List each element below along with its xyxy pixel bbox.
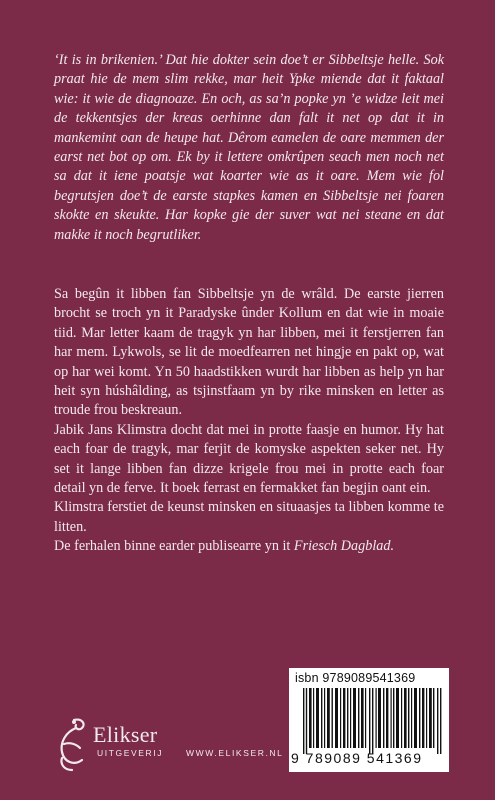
paragraph-2: Jabik Jans Klimstra docht dat mei in protte faasje en humor. Hy hat each foar de tragyk, mar ferjit de komyske aspekten seker net. Hy set it lange libben fan dizze krigele frou mei in protte each foar detail yn de ferve. It boek ferrast en fermakket fan begjin oant ein. [54,421,444,497]
paragraph-3: Klimstra ferstiet de keunst minsken en situaasjes ta libben komme te litten. [54,499,444,535]
publisher-subtitle: UITGEVERIJ [97,748,164,758]
paragraph-4-lead: De ferhalen binne earder publisearre yn it [54,538,294,555]
paragraph-1: Sa begûn it libben fan Sibbeltsje yn de wrâld. De earste jierren brocht se troch yn it Paradyske ûnder Kollum en dat wie in moaie tiid. Mar letter kaam de tragyk yn har libben, mei it ferstjerren fan har mem. Lykwols, se lit de moedfearren net hingje en pakt op, wat op har wei komt. Yn 50 haadstikken wurdt har libben as help yn har heit syn húshâlding, as tsjinstfaam yn by rike minsken en letter as troude frou beskreaun. [54,286,444,419]
isbn-label: isbn 9789089541369 [295,671,416,685]
barcode-bars [303,688,443,754]
elikser-logo-icon [52,714,92,774]
description-body [54,285,444,557]
italic-quote: ‘It is in brikenien.’ Dat hie dokter sein doe’t er Sibbeltsje helle. Sok praat hie de mem slim rekke, mar heit Ypke miende dat it faktaal wie: it wie de diagnoaze. En och, as sa’n popke yn ’e widze leit mei de tekkentsjes der kreas oerhinne dan falt it net op dat it in mankemint oan de heupe hat. Dêrom eamelen de oare memmen der earst net bot op om. Ek by it lettere omkrûpen seach men noch net sa dat it iene poatsje wat koarter wie as it oare. Mem wie fol begrutsjen doe’t de earste stapkes kamen en Sibbeltsje nei foaren skokte en skeukte. Har kopke gie der suver wat nei steane en dat makke it noch begrutliker. [54,52,444,243]
publisher-website[interactable]: WWW.ELIKSER.NL [186,748,284,758]
paragraph-4 [54,537,444,556]
publisher-name: Elikser [93,722,158,747]
newspaper-name: Friesch Dagblad. [293,538,394,555]
barcode-digits: 9 789089 541369 [291,750,423,766]
isbn-barcode [289,668,449,772]
